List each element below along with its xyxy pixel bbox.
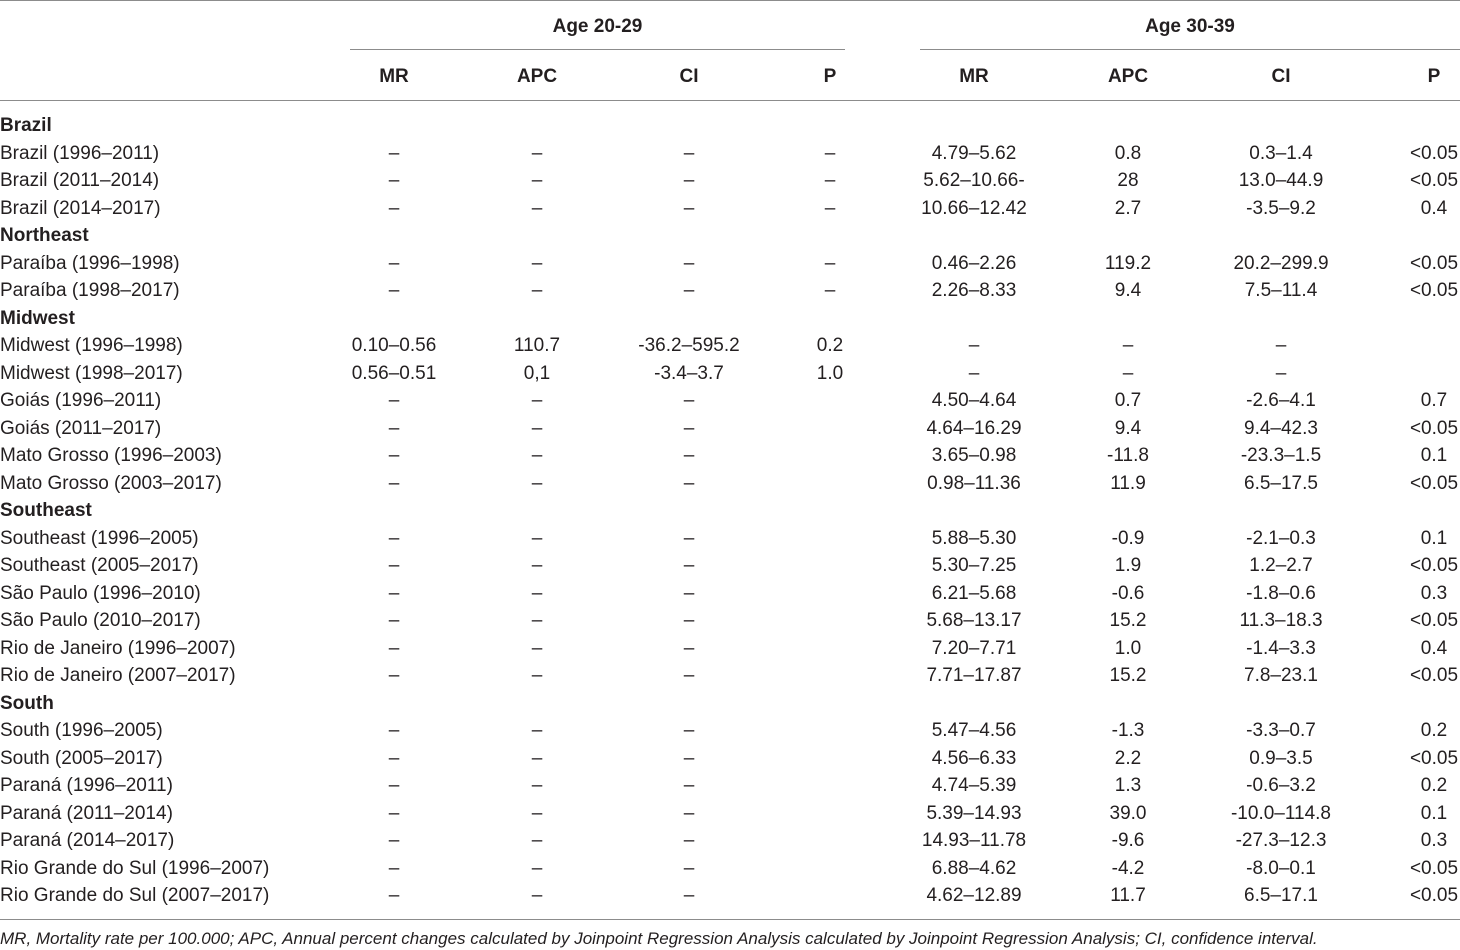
row-label: Mato Grosso (2003–2017) [0, 472, 222, 494]
cell-mr-20-29: – [388, 252, 400, 274]
cell-ci-30-39: 13.0–44.9 [1238, 170, 1324, 191]
row-label: São Paulo (1996–2010) [0, 582, 201, 604]
cell-apc-30-39: 1.9 [1114, 555, 1142, 576]
cell-apc-30-39: -4.2 [1111, 857, 1145, 879]
cell-p-30-39: 0.1 [1420, 802, 1448, 824]
section-heading: Northeast [0, 225, 89, 246]
row-label: Midwest (1998–2017) [0, 362, 183, 384]
cell-ci-30-39: 6.5–17.5 [1244, 472, 1318, 494]
cell-p-30-39: 0.7 [1420, 390, 1448, 411]
cell-mr-20-29: – [388, 665, 400, 686]
row-label: Southeast (2005–2017) [0, 555, 199, 576]
row-label: South (1996–2005) [0, 720, 163, 741]
cell-ci-20-29: -3.4–3.7 [654, 362, 724, 384]
cell-mr-30-39: 4.50–4.64 [931, 390, 1017, 411]
cell-ci-20-29: – [683, 280, 695, 301]
table-row [0, 525, 1460, 553]
cell-ci-20-29: -36.2–595.2 [638, 335, 740, 356]
cell-apc-30-39: 28 [1117, 170, 1139, 191]
cell-p-30-39: <0.05 [1409, 252, 1459, 274]
cell-p-30-39: 0.1 [1420, 445, 1448, 466]
cell-apc-30-39: 9.4 [1114, 417, 1142, 439]
row-label: Goiás (1996–2011) [0, 390, 162, 411]
table-row [0, 195, 1460, 223]
cell-p-30-39: 0.3 [1420, 830, 1448, 851]
cell-mr-30-39: 4.64–16.29 [926, 417, 1022, 439]
cell-ci-30-39: – [1275, 335, 1287, 356]
cell-p-30-39: <0.05 [1409, 555, 1459, 576]
cell-ci-30-39: 7.5–11.4 [1244, 280, 1318, 301]
cell-apc-30-39: -0.6 [1111, 582, 1145, 604]
cell-apc-30-39: 1.0 [1114, 637, 1142, 659]
cell-ci-30-39: -1.8–0.6 [1246, 582, 1316, 604]
col-header-mr-1: MR [379, 66, 409, 87]
cell-apc-20-29: – [531, 445, 543, 466]
row-label: Goiás (2011–2017) [0, 417, 162, 439]
cell-p-20-29: – [824, 170, 836, 191]
cell-ci-20-29: – [683, 390, 695, 411]
top-rule [0, 0, 1460, 1]
cell-p-30-39: 0.4 [1420, 637, 1448, 659]
cell-mr-20-29: 0.10–0.56 [351, 335, 437, 356]
cell-ci-30-39: 1.2–2.7 [1249, 555, 1313, 576]
table-row [0, 580, 1460, 608]
cell-p-20-29: – [824, 142, 836, 164]
group-header-age-30-39: Age 30-39 [1145, 16, 1235, 37]
cell-ci-20-29: – [683, 610, 695, 631]
section-row [0, 305, 1460, 333]
cell-mr-20-29: – [388, 610, 400, 631]
cell-mr-30-39: 4.62–12.89 [926, 885, 1022, 906]
cell-mr-20-29: – [388, 857, 400, 879]
cell-apc-20-29: – [531, 527, 543, 549]
cell-apc-30-39: 0.7 [1114, 390, 1142, 411]
table-row [0, 772, 1460, 800]
cell-ci-20-29: – [683, 802, 695, 824]
row-label: Paraná (2011–2014) [0, 802, 173, 824]
cell-ci-30-39: -23.3–1.5 [1240, 445, 1322, 466]
cell-ci-30-39: – [1275, 362, 1287, 384]
cell-ci-30-39: 0.3–1.4 [1249, 142, 1313, 164]
cell-apc-20-29: 0,1 [523, 362, 551, 384]
table-row [0, 635, 1460, 663]
cell-ci-30-39: -2.6–4.1 [1246, 390, 1316, 411]
col-header-mr-2: MR [959, 66, 989, 87]
cell-apc-20-29: – [531, 857, 543, 879]
row-label: Paraíba (1996–1998) [0, 252, 180, 274]
cell-apc-20-29: – [531, 665, 543, 686]
cell-mr-20-29: – [388, 142, 400, 164]
cell-mr-20-29: – [388, 802, 400, 824]
cell-mr-30-39: 5.30–7.25 [931, 555, 1017, 576]
table-row [0, 277, 1460, 305]
cell-p-30-39: 0.2 [1420, 775, 1448, 796]
group1-underline [350, 49, 845, 50]
col-header-ci-2: CI [1271, 66, 1291, 87]
table-row [0, 745, 1460, 773]
cell-ci-30-39: 6.5–17.1 [1244, 885, 1318, 906]
cell-mr-30-39: 2.26–8.33 [931, 280, 1017, 301]
cell-ci-20-29: – [683, 775, 695, 796]
cell-ci-30-39: 11.3–18.3 [1239, 610, 1323, 631]
cell-ci-30-39: -0.6–3.2 [1246, 775, 1316, 796]
cell-mr-30-39: 5.88–5.30 [931, 527, 1017, 549]
cell-apc-20-29: – [531, 170, 543, 191]
table-row [0, 332, 1460, 360]
cell-apc-20-29: – [531, 197, 543, 219]
cell-ci-30-39: -3.5–9.2 [1246, 197, 1316, 219]
cell-ci-30-39: -27.3–12.3 [1235, 830, 1327, 851]
cell-ci-30-39: 0.9–3.5 [1249, 747, 1313, 769]
cell-apc-30-39: – [1122, 362, 1134, 384]
cell-p-20-29: – [824, 197, 836, 219]
cell-p-30-39: <0.05 [1409, 857, 1459, 879]
section-heading: Midwest [0, 307, 75, 329]
cell-p-30-39: <0.05 [1409, 472, 1459, 494]
cell-ci-30-39: -10.0–114.8 [1230, 802, 1331, 824]
cell-apc-30-39: 119.2 [1104, 252, 1152, 274]
cell-mr-20-29: – [388, 197, 400, 219]
cell-p-30-39: <0.05 [1409, 417, 1459, 439]
cell-apc-30-39: – [1122, 335, 1134, 356]
cell-ci-20-29: – [683, 197, 695, 219]
cell-apc-20-29: – [531, 555, 543, 576]
cell-apc-30-39: 11.7 [1110, 885, 1146, 906]
cell-apc-20-29: – [531, 802, 543, 824]
cell-apc-30-39: -0.9 [1111, 527, 1145, 549]
section-heading: Brazil [0, 115, 52, 136]
cell-ci-20-29: – [683, 665, 695, 686]
cell-apc-20-29: – [531, 417, 543, 439]
row-label: Brazil (2011–2014) [0, 170, 160, 191]
cell-mr-20-29: – [388, 885, 400, 906]
cell-ci-20-29: – [683, 142, 695, 164]
cell-p-30-39: 0.3 [1420, 582, 1448, 604]
cell-apc-20-29: – [531, 280, 543, 301]
cell-p-30-39: 0.4 [1420, 197, 1448, 219]
table-row [0, 140, 1460, 168]
cell-apc-20-29: – [531, 637, 543, 659]
cell-ci-20-29: – [683, 252, 695, 274]
cell-mr-30-39: 0.98–11.36 [927, 472, 1021, 494]
cell-p-30-39: 0.2 [1420, 720, 1448, 741]
table-row [0, 360, 1460, 388]
cell-ci-20-29: – [683, 527, 695, 549]
cell-apc-30-39: 39.0 [1109, 802, 1147, 824]
cell-apc-20-29: – [531, 582, 543, 604]
cell-p-30-39: <0.05 [1409, 610, 1459, 631]
table-footnote: MR, Mortality rate per 100.000; APC, Annual percent changes calculated by Joinpoint Regression Analysis calculated by Joinpoint Regression Analysis; CI, confidence interval. [0, 929, 1318, 948]
row-label: São Paulo (2010–2017) [0, 610, 201, 631]
cell-apc-30-39: -9.6 [1111, 830, 1145, 851]
cell-mr-30-39: 7.71–17.87 [926, 665, 1022, 686]
cell-ci-20-29: – [683, 637, 695, 659]
cell-mr-20-29: – [388, 775, 400, 796]
cell-p-30-39: <0.05 [1409, 280, 1459, 301]
cell-mr-20-29: – [388, 637, 400, 659]
section-heading: Southeast [0, 500, 92, 521]
cell-mr-30-39: 5.39–14.93 [926, 802, 1022, 824]
table-bottom-rule [0, 919, 1460, 920]
col-header-apc-1: APC [516, 66, 558, 87]
cell-apc-30-39: 1.3 [1114, 775, 1142, 796]
cell-mr-30-39: 5.68–13.17 [926, 610, 1022, 631]
cell-ci-20-29: – [683, 582, 695, 604]
cell-mr-30-39: 10.66–12.42 [921, 197, 1027, 219]
cell-mr-30-39: – [968, 335, 980, 356]
cell-mr-30-39: 4.74–5.39 [931, 775, 1017, 796]
cell-apc-30-39: 2.2 [1114, 747, 1142, 769]
row-label: Paraná (2014–2017) [0, 830, 175, 851]
section-row [0, 690, 1460, 718]
cell-apc-30-39: 15.2 [1109, 665, 1147, 686]
row-label: Rio de Janeiro (2007–2017) [0, 665, 236, 686]
cell-ci-20-29: – [683, 555, 695, 576]
cell-ci-30-39: 7.8–23.1 [1244, 665, 1318, 686]
group-header-age-20-29: Age 20-29 [552, 16, 643, 37]
cell-mr-20-29: – [388, 170, 400, 191]
cell-ci-30-39: 9.4–42.3 [1244, 417, 1318, 439]
cell-mr-30-39: 7.20–7.71 [931, 637, 1017, 659]
cell-mr-30-39: 14.93–11.78 [921, 830, 1027, 851]
row-label: Midwest (1996–1998) [0, 335, 183, 356]
table-row [0, 442, 1460, 470]
cell-p-30-39: <0.05 [1409, 665, 1459, 686]
table-row [0, 387, 1460, 415]
section-row [0, 222, 1460, 250]
cell-ci-30-39: 20.2–299.9 [1233, 252, 1329, 274]
cell-apc-20-29: – [531, 830, 543, 851]
cell-ci-20-29: – [683, 472, 695, 494]
row-label: Paraná (1996–2011) [0, 775, 173, 796]
cell-apc-30-39: 15.2 [1109, 610, 1147, 631]
cell-apc-20-29: – [531, 610, 543, 631]
table-row [0, 167, 1460, 195]
cell-mr-30-39: 6.88–4.62 [931, 857, 1017, 879]
cell-mr-20-29: 0.56–0.51 [351, 362, 437, 384]
cell-p-20-29: 1.0 [816, 362, 844, 384]
col-header-apc-2: APC [1107, 66, 1149, 87]
cell-ci-30-39: -3.3–0.7 [1246, 720, 1316, 741]
row-label: Rio Grande do Sul (1996–2007) [0, 857, 270, 879]
cell-p-20-29: 0.2 [816, 335, 844, 356]
cell-apc-30-39: -11.8 [1107, 445, 1149, 466]
table-row [0, 662, 1460, 690]
table-row [0, 855, 1460, 883]
cell-mr-30-39: 3.65–0.98 [931, 445, 1017, 466]
row-label: Mato Grosso (1996–2003) [0, 445, 222, 466]
section-row [0, 112, 1460, 140]
cell-ci-20-29: – [683, 170, 695, 191]
table-body [0, 112, 1460, 910]
cell-mr-20-29: – [388, 445, 400, 466]
cell-mr-20-29: – [388, 527, 400, 549]
cell-ci-30-39: -8.0–0.1 [1246, 857, 1316, 879]
cell-p-20-29: – [824, 252, 836, 274]
cell-ci-20-29: – [683, 885, 695, 906]
cell-apc-20-29: – [531, 720, 543, 741]
cell-p-30-39: <0.05 [1409, 885, 1459, 906]
cell-apc-20-29: 110.7 [513, 335, 561, 356]
cell-mr-20-29: – [388, 582, 400, 604]
cell-p-20-29: – [824, 280, 836, 301]
cell-ci-20-29: – [683, 830, 695, 851]
cell-ci-20-29: – [683, 857, 695, 879]
table-row [0, 552, 1460, 580]
cell-mr-20-29: – [388, 830, 400, 851]
cell-apc-20-29: – [531, 885, 543, 906]
table-row [0, 470, 1460, 498]
cell-mr-20-29: – [388, 390, 400, 411]
header-bottom-rule [0, 100, 1460, 101]
row-label: Brazil (1996–2011) [0, 142, 160, 164]
cell-ci-20-29: – [683, 417, 695, 439]
cell-mr-20-29: – [388, 555, 400, 576]
cell-mr-30-39: 5.62–10.66- [923, 170, 1025, 191]
section-row [0, 497, 1460, 525]
cell-apc-30-39: 0.8 [1114, 142, 1142, 164]
cell-mr-20-29: – [388, 747, 400, 769]
cell-apc-20-29: – [531, 390, 543, 411]
col-header-ci-1: CI [679, 66, 699, 87]
row-label: Brazil (2014–2017) [0, 197, 161, 219]
row-label: Rio Grande do Sul (2007–2017) [0, 885, 270, 906]
cell-apc-30-39: 2.7 [1114, 197, 1142, 219]
cell-mr-20-29: – [388, 417, 400, 439]
cell-apc-20-29: – [531, 775, 543, 796]
cell-p-30-39: <0.05 [1409, 170, 1459, 191]
cell-mr-30-39: 5.47–4.56 [931, 720, 1017, 741]
row-label: Rio de Janeiro (1996–2007) [0, 637, 236, 659]
cell-mr-30-39: 4.79–5.62 [931, 142, 1017, 164]
table-row [0, 827, 1460, 855]
cell-apc-30-39: 11.9 [1110, 472, 1146, 494]
cell-ci-20-29: – [683, 445, 695, 466]
cell-apc-20-29: – [531, 747, 543, 769]
cell-p-30-39: <0.05 [1409, 142, 1459, 164]
cell-apc-20-29: – [531, 142, 543, 164]
table-row [0, 607, 1460, 635]
cell-mr-30-39: – [968, 362, 980, 384]
cell-mr-20-29: – [388, 472, 400, 494]
table-row [0, 717, 1460, 745]
cell-ci-30-39: -2.1–0.3 [1246, 527, 1316, 549]
cell-mr-20-29: – [388, 280, 400, 301]
row-label: South (2005–2017) [0, 747, 163, 769]
col-header-p-1: P [823, 66, 837, 87]
cell-ci-20-29: – [683, 720, 695, 741]
table-row [0, 250, 1460, 278]
cell-mr-30-39: 0.46–2.26 [931, 252, 1017, 274]
cell-p-30-39: 0.1 [1420, 527, 1448, 549]
col-header-p-2: P [1427, 66, 1441, 87]
cell-mr-30-39: 6.21–5.68 [931, 582, 1017, 604]
group2-underline [920, 49, 1460, 50]
table-row [0, 882, 1460, 910]
cell-mr-20-29: – [388, 720, 400, 741]
section-heading: South [0, 692, 54, 714]
table-row [0, 800, 1460, 828]
row-label: Southeast (1996–2005) [0, 527, 199, 549]
cell-p-30-39: <0.05 [1409, 747, 1459, 769]
row-label: Paraíba (1998–2017) [0, 280, 180, 301]
cell-apc-30-39: 9.4 [1114, 280, 1142, 301]
cell-apc-30-39: -1.3 [1111, 720, 1145, 741]
cell-ci-30-39: -1.4–3.3 [1246, 637, 1316, 659]
table-row [0, 415, 1460, 443]
cell-apc-20-29: – [531, 252, 543, 274]
cell-apc-20-29: – [531, 472, 543, 494]
cell-mr-30-39: 4.56–6.33 [931, 747, 1017, 769]
cell-ci-20-29: – [683, 747, 695, 769]
